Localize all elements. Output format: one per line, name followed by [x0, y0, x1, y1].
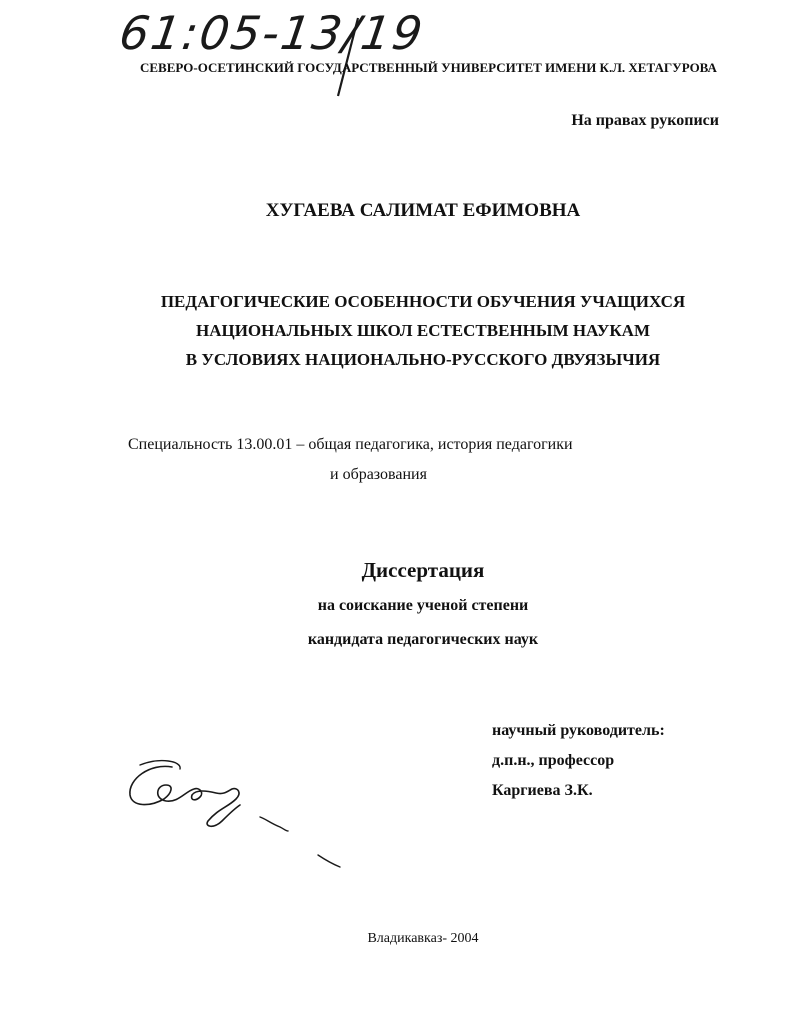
manuscript-rights-note: На правах рукописи — [571, 112, 719, 129]
dissertation-title-line-2: НАЦИОНАЛЬНЫХ ШКОЛ ЕСТЕСТВЕННЫМ НАУКАМ — [195, 321, 651, 340]
advisor-label: научный руководитель: — [492, 722, 665, 739]
degree-line-1: на соискание ученой степени — [317, 597, 529, 614]
city-year: Владикавказ- 2004 — [367, 931, 479, 946]
specialty-line-1: Специальность 13.00.01 – общая педагогика, история педагогики — [128, 436, 573, 453]
author-name: ХУГАЕВА САЛИМАТ ЕФИМОВНА — [265, 200, 581, 221]
dissertation-title-line-1: ПЕДАГОГИЧЕСКИЕ ОСОБЕННОСТИ ОБУЧЕНИЯ УЧАЩИХСЯ — [160, 292, 686, 311]
degree-line-2: кандидата педагогических наук — [307, 631, 539, 648]
advisor-name: Каргиева З.К. — [492, 782, 593, 799]
document-type: Диссертация — [361, 558, 485, 582]
advisor-rank: д.п.н., профессор — [492, 752, 615, 769]
handwritten-archive-code: 61:05-13/19 — [116, 6, 428, 60]
university-name: СЕВЕРО-ОСЕТИНСКИЙ ГОСУДАРСТВЕННЫЙ УНИВЕРСИТЕТ ИМЕНИ К.Л. ХЕТАГУРОВА — [140, 60, 717, 75]
handwritten-slash-mark — [320, 0, 380, 110]
specialty-line-2: и образования — [330, 466, 427, 483]
dissertation-title-line-3: В УСЛОВИЯХ НАЦИОНАЛЬНО-РУССКОГО ДВУЯЗЫЧИЯ — [185, 350, 661, 369]
handwritten-signature — [120, 755, 360, 885]
